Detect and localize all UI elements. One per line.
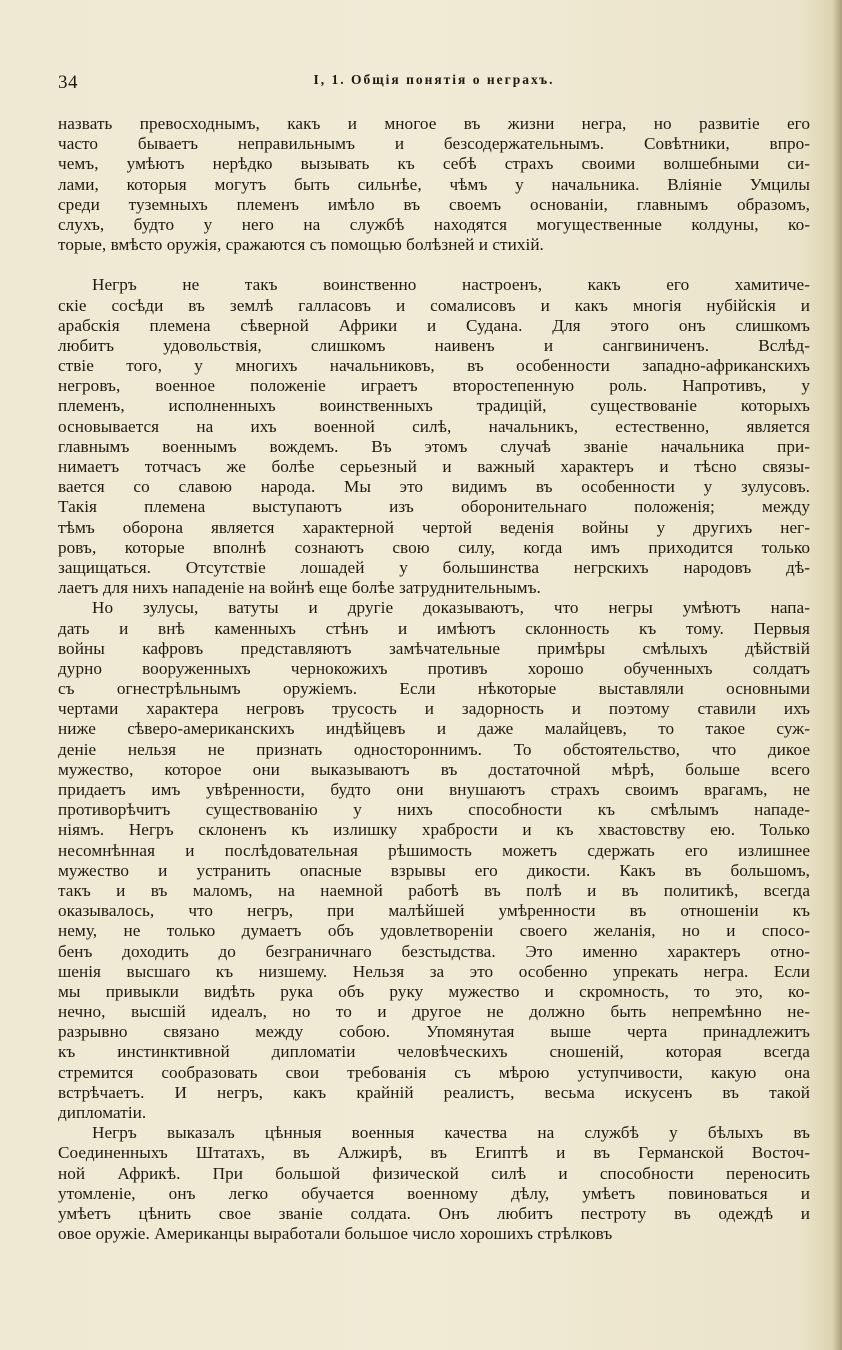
text-line: ніямъ. Негръ склоненъ къ излишку храбрости и къ хвастовству ею. Только [58, 820, 810, 840]
paragraph [58, 275, 810, 598]
text-line: оказывалось, что негръ, при малѣйшей умѣренности въ отношеніи къ [58, 901, 810, 921]
page-number: 34 [58, 72, 78, 93]
text-line: Но зулусы, ватуты и другіе доказываютъ, что негры умѣютъ напа- [92, 598, 810, 618]
text-line: войны кафровъ представляютъ замѣчательные примѣры смѣлыхъ дѣйствій [58, 638, 810, 658]
text-line: мужество и устранить опасные взрывы его дикости. Какъ въ большомъ, [58, 860, 810, 880]
text-line: нему, не только думаетъ объ удовлетвореніи своего желанія, но и спосо- [58, 921, 810, 941]
text-line: стремится сообразовать свои требованія съ мѣрою уступчивости, какую она [58, 1062, 810, 1082]
text-line: вается со славою народа. Мы это видимъ въ особенности у зулусовъ. [58, 477, 810, 497]
text-line: шенія высшаго къ низшему. Нельзя за это особенно упрекать негра. Если [58, 961, 810, 981]
text-line: часто бываетъ неправильнымъ и безсодержательнымъ. Совѣтники, впро- [58, 134, 810, 154]
text-line: мужество, которое они выказываютъ въ достаточной мѣрѣ, больше всего [58, 759, 810, 779]
text-line: Соединенныхъ Штатахъ, въ Алжирѣ, въ Египтѣ и въ Германской Восточ- [58, 1143, 810, 1163]
text-line: слухъ, будто у него на службѣ находятся могущественные колдуны, ко- [58, 214, 810, 234]
text-line: ной Африкѣ. При большой физической силѣ и способности переносить [58, 1163, 810, 1183]
text-line: деніе нельзя не признать одностороннимъ. То обстоятельство, что дикое [58, 739, 810, 759]
text-line: встрѣчаетъ. И негръ, какъ крайній реалистъ, весьма искусенъ въ такой [58, 1082, 810, 1102]
text-line: къ инстинктивной дипломатіи человѣческихъ сношеній, которая всегда [58, 1042, 810, 1062]
text-line: мы привыкли видѣть рука объ руку мужество и скромность, то это, ко- [58, 981, 810, 1001]
text-line: назвать превосходнымъ, какъ и многое въ жизни негра, но развитіе его [58, 114, 810, 133]
text-line: утомленіе, онъ легко обучается военному дѣлу, умѣетъ повиноваться и [58, 1183, 810, 1203]
text-line: защищаться. Отсутствіе лошадей у большинства негрскихъ народовъ дѣ- [58, 557, 810, 577]
text-line: дипломатіи. [58, 1103, 147, 1122]
text-line: нимаетъ тотчасъ же болѣе серьезный и важный характеръ и тѣсно связы- [58, 457, 810, 476]
text-line: съ огнестрѣльнымъ оружіемъ. Если нѣкоторые выставляли основными [58, 679, 810, 699]
text-line: умѣетъ цѣнить свое званіе солдата. Онъ любитъ пестроту въ одеждѣ и [58, 1203, 810, 1223]
text-line: торые, вмѣсто оружія, сражаются съ помощью болѣзней и стихій. [58, 235, 544, 255]
text-line: племенъ, исполненныхъ воинственныхъ традицій, существованіе которыхъ [58, 396, 810, 416]
text-line: дурно вооруженныхъ чернокожихъ противъ хорошо обученныхъ солдатъ [58, 658, 810, 678]
text-line: арабскія племена сѣверной Африки и Судана. Для этого онъ слишкомъ [58, 315, 810, 335]
paragraph [58, 598, 810, 1123]
text-line: Негръ не такъ воинственно настроенъ, какъ его хамитиче- [92, 275, 810, 295]
text-line: главнымъ военнымъ вождемъ. Въ этомъ случаѣ званіе начальника при- [58, 436, 810, 456]
text-line: скіе сосѣди въ землѣ галласовъ и сомалисовъ и какъ многія нубійскія и [58, 295, 810, 315]
text-line: Негръ выказалъ цѣнныя военныя качества на службѣ у бѣлыхъ въ [92, 1123, 810, 1143]
text-line: овое оружіе. Американцы выработали большое число хорошихъ стрѣлковъ [58, 1224, 613, 1244]
paragraph-gap [58, 255, 810, 275]
text-line: нечно, высшій идеалъ, но то и другое не должно быть непремѣнно не- [58, 1002, 810, 1022]
text-line: лами, которыя могутъ быть сильнѣе, чѣмъ у начальника. Вліяніе Умцилы [58, 174, 810, 194]
text-line: тѣмъ оборона является характерной чертой веденія войны у другихъ нег- [58, 517, 810, 537]
paragraph [58, 1123, 810, 1244]
text-line: разрывно связано между собою. Упомянутая выше черта принадлежитъ [58, 1022, 810, 1042]
text-line: среди туземныхъ племенъ имѣло въ своемъ основаніи, главнымъ образомъ, [58, 194, 810, 214]
text-line: основывается на ихъ военной силѣ, начальникъ, естественно, является [58, 416, 810, 436]
text-line: ствіе того, у многихъ начальниковъ, въ особенности западно-африканскихъ [58, 356, 810, 376]
paragraph [58, 114, 810, 255]
page-edge-shadow [832, 0, 842, 1350]
text-line: лаетъ для нихъ нападеніе на войнѣ еще болѣе затруднительнымъ. [58, 578, 541, 598]
text-line: несомнѣнная и послѣдовательная рѣшимость можетъ сдержать его излишнее [58, 840, 810, 860]
text-line: чертами характера негровъ трусость и задорность и поэтому ставили ихъ [58, 699, 810, 719]
running-title: I, 1. Общія понятія о неграхъ. [313, 72, 555, 87]
text-line: Такія племена выступаютъ изъ оборонительнаго положенія; между [58, 497, 810, 517]
text-body [58, 114, 810, 1244]
text-line: противорѣчитъ существованію у нихъ способности къ смѣлымъ нападе- [58, 800, 810, 820]
text-line: чемъ, умѣютъ нерѣдко вызывать къ себѣ страхъ своими волшебными си- [58, 154, 810, 174]
text-line: такъ и въ маломъ, на наемной работѣ въ полѣ и въ политикѣ, всегда [58, 880, 810, 900]
text-line: любитъ удовольствія, слишкомъ наивенъ и сангвиниченъ. Вслѣд- [58, 335, 810, 355]
text-line: придаетъ имъ увѣренности, будто они внушаютъ страхъ своимъ врагамъ, не [58, 780, 810, 799]
text-line: бенъ доходить до безграничнаго безстыдства. Это именно характеръ отно- [58, 941, 810, 961]
text-line: ниже сѣверо-американскихъ индѣйцевъ и даже малайцевъ, то такое суж- [58, 719, 810, 739]
text-line: ровъ, которые вполнѣ сознаютъ свою силу, когда имъ приходится только [58, 537, 810, 557]
text-line: дать и внѣ каменныхъ стѣнъ и имѣютъ склонность къ тому. Первыя [58, 618, 810, 638]
text-line: негровъ, военное положеніе играетъ второстепенную роль. Напротивъ, у [58, 376, 810, 396]
page-header [58, 70, 810, 96]
